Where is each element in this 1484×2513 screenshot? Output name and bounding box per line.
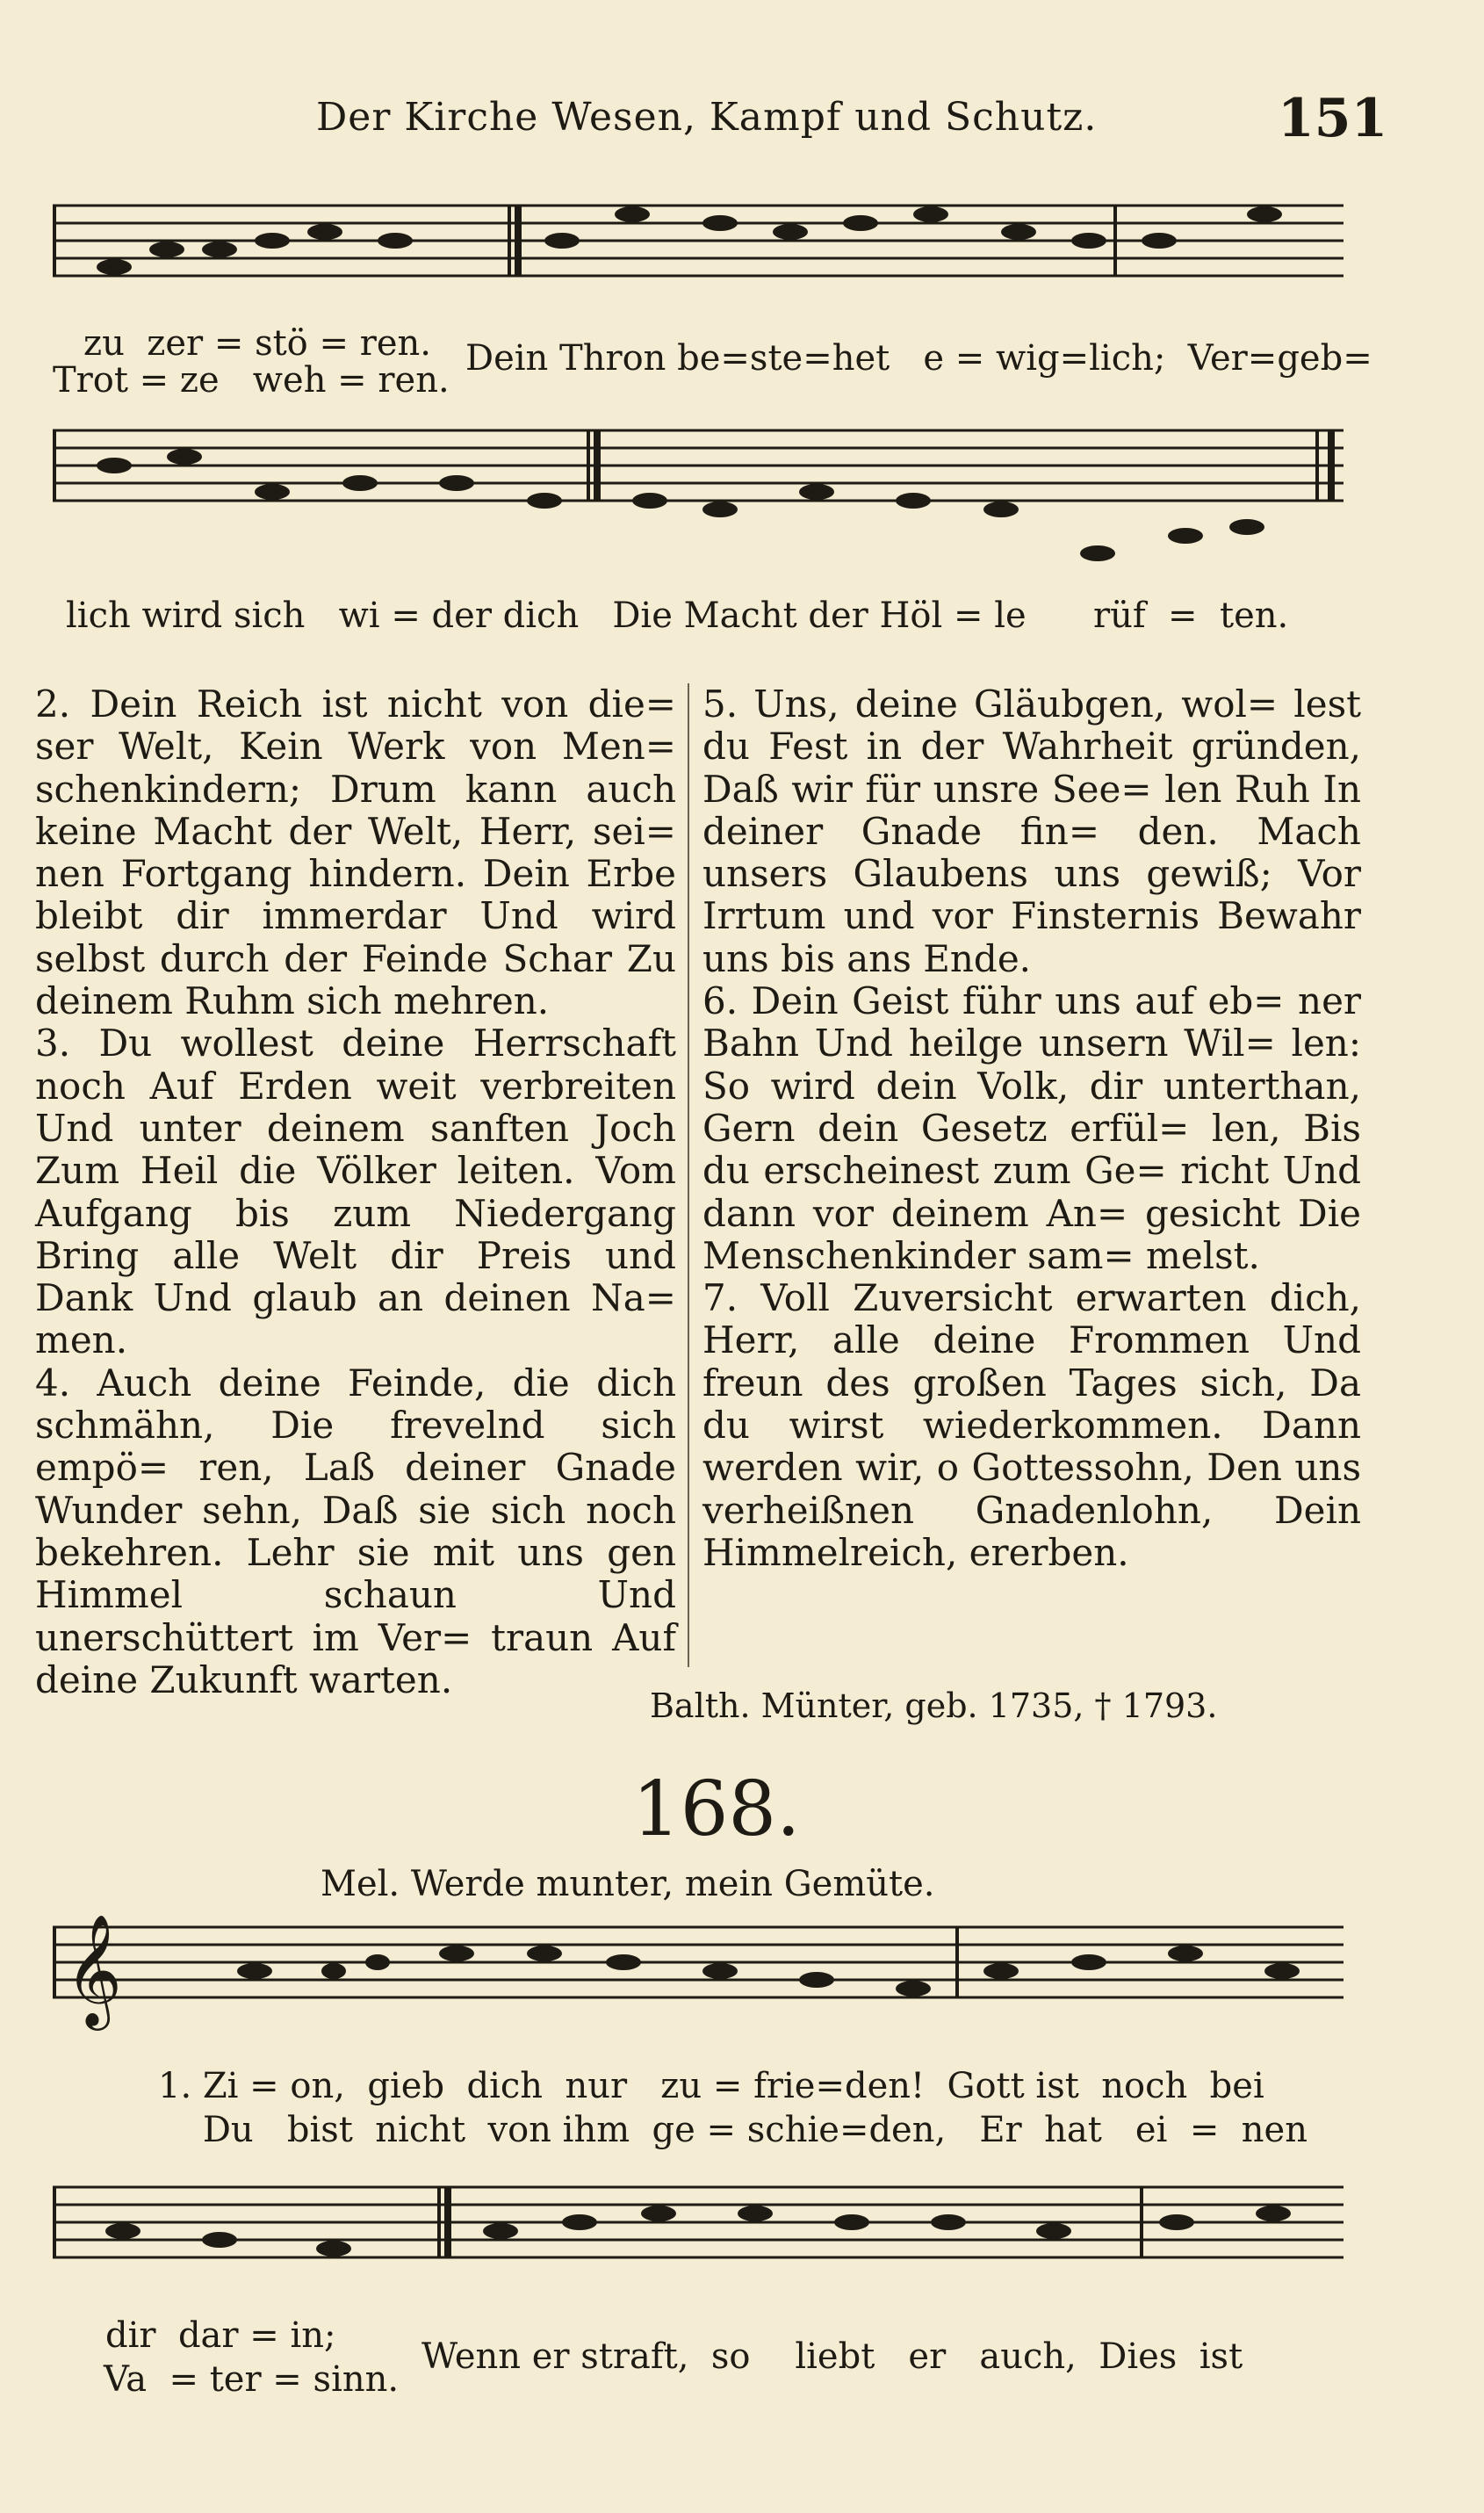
page-number: 151 [1278, 88, 1388, 149]
stanza-5: 5. Uns, deine Gläubgen, wol= lest du Fest in der Wahrheit gründen, Daß wir für unsre See= len Ruh In deiner Gnade fin= den. Mach unsers Glaubens uns gewiß; Vor Irrtum und vor Finsternis Bewahr uns bis ans Ende. [702, 682, 1361, 980]
running-header: Der Kirche Wesen, Kampf und Schutz. [316, 95, 1098, 140]
left-column [35, 683, 676, 1701]
column-divider [688, 683, 689, 1667]
stanza-7: 7. Voll Zuversicht erwarten dich, Herr, alle deine Frommen Und freun des großen Tages sich, Da du wirst wiederkommen. Dann werden wir, o Gottessohn, Den uns verheißnen Gnadenlohn, Dein Himmelreich, ererben. [702, 1276, 1361, 1574]
hymn-number: 168. [632, 1766, 801, 1853]
author-credit: Balth. Münter, geb. 1735, † 1793. [650, 1686, 1218, 1725]
svg-text:𝄞: 𝄞 [65, 1913, 123, 2026]
hymn-lyrics-row2-a: dir dar = in; [105, 2315, 336, 2356]
stanza-4: 4. Auch deine Feinde, die dich schmähn, Die frevelnd sich empö= ren, Laß deiner Gnade Wunder sehn, Daß sie sich noch bekehren. Lehr sie mit uns gen Himmel schaun Und unerschüttert im Ver= traun Auf deine Zukunft warten. [35, 1361, 676, 1701]
stanza-2: 2. Dein Reich ist nicht von die= ser Welt, Kein Werk von Men= schenkindern; Drum kann auch keine Macht der Welt, Herr, sei= nen Fortgang hindern. Dein Erbe bleibt dir immerdar Und wird selbst durch der Feinde Schar Zu deinem Ruhm sich mehren. [35, 682, 676, 1023]
right-column [702, 683, 1361, 1574]
lyrics-top-row2: lich wird sich wi = der dich Die Macht der Höl = le rüf = ten. [66, 596, 1289, 636]
lyrics-top-row1-c: Dein Thron be=ste=het e = wig=lich; Ver=geb= [465, 338, 1372, 379]
music-staff-hymn-1 [53, 1908, 1344, 2040]
hymn-lyrics-row2-b: Va = ter = sinn. [104, 2359, 400, 2400]
music-staff-top-2 [53, 420, 1344, 578]
stanza-3: 3. Du wollest deine Herrschaft noch Auf Erden weit verbreiten Und unter deinem sanften Joch Zum Heil die Völker leiten. Vom Aufgang bis zum Niedergang Bring alle Welt dir Preis und Dank Und glaub an deinen Na= men. [35, 1022, 676, 1362]
music-staff-hymn-2 [53, 2177, 1344, 2300]
hymn-lyrics-row1-b: Du bist nicht von ihm ge = schie=den, Er hat ei = nen [158, 2110, 1308, 2150]
hymn-lyrics-row1-a: 1. Zi = on, gieb dich nur zu = frie=den! Gott ist noch bei [158, 2066, 1264, 2106]
hymn-lyrics-row2-c: Wenn er straft, so liebt er auch, Dies ist [421, 2336, 1243, 2377]
music-staff-top-1 [53, 195, 1344, 300]
lyrics-top-row1-a: zu zer = stö = ren. [83, 323, 431, 364]
stanza-6: 6. Dein Geist führ uns auf eb= ner Bahn Und heilge unsern Wil= len: So wird dein Volk, dir unterthan, Gern dein Gesetz erfül= len, Bis du erscheinest zum Ge= richt Und dann vor deinem An= gesicht Die Menschenkinder sam= melst. [702, 979, 1361, 1277]
lyrics-top-row1-b: Trot = ze weh = ren. [53, 360, 450, 401]
melody-note: Mel. Werde munter, mein Gemüte. [321, 1864, 935, 1904]
